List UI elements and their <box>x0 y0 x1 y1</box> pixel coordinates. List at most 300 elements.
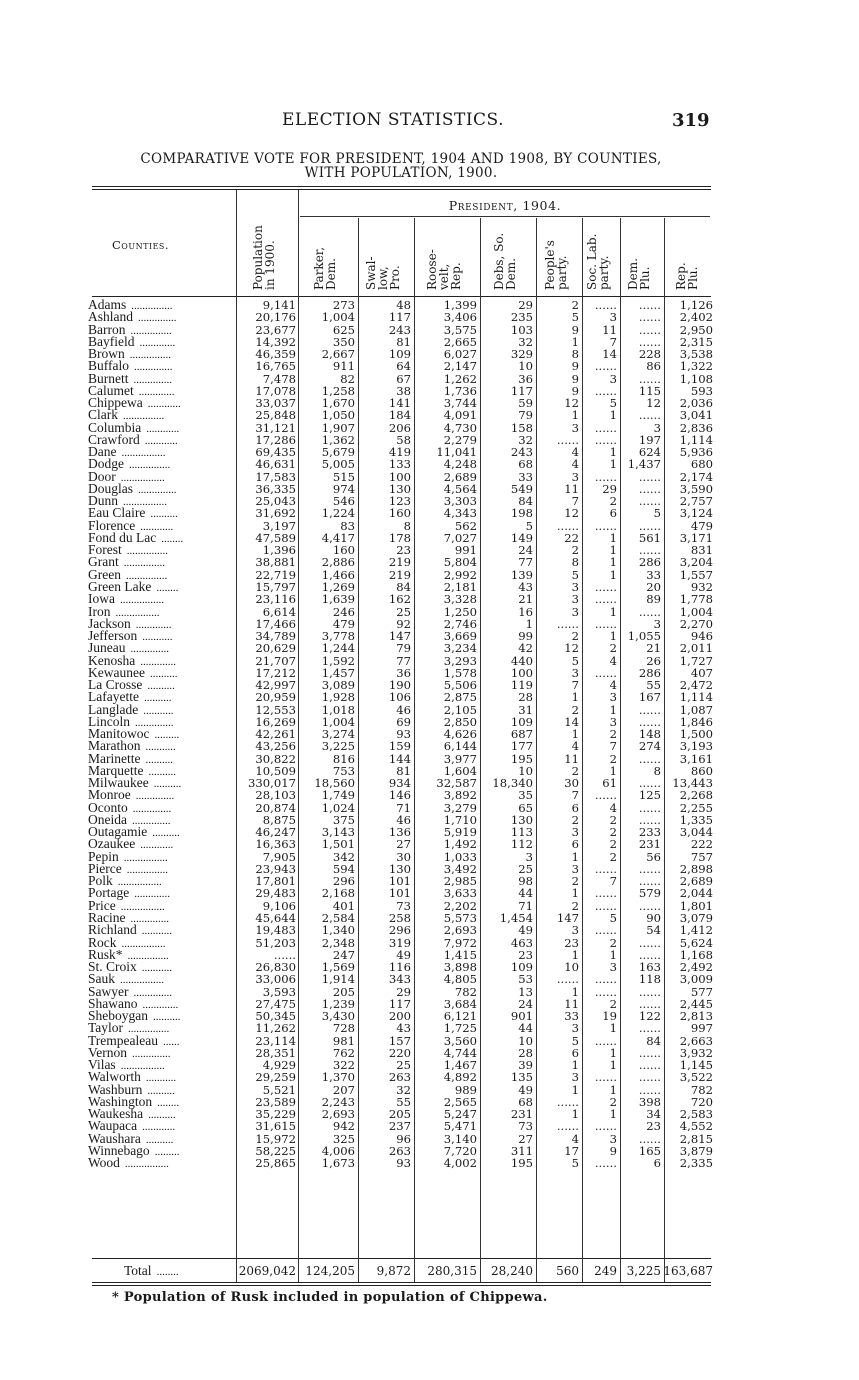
cell-rep-plu: 2,813 <box>679 1009 713 1024</box>
cell-debs-so-dem: 71 <box>518 898 533 913</box>
cell-parker-dem: 2,243 <box>321 1094 355 1109</box>
leader-dots: ........... <box>143 704 174 717</box>
table-row <box>86 593 716 605</box>
column-header-line: party. <box>554 255 569 290</box>
cell-debs-so-dem: 1 <box>525 616 533 631</box>
cell-peoples-party: 10 <box>564 960 579 975</box>
cell-parker-dem: 160 <box>332 543 355 558</box>
cell-population-1900: 20,176 <box>255 310 296 325</box>
cell-dem-plu: 231 <box>638 837 661 852</box>
leader-dots: .............. <box>132 802 172 815</box>
county-label: Total <box>124 1263 152 1278</box>
table-row <box>86 1044 716 1060</box>
cell-rep-plu: 3,522 <box>679 1070 713 1085</box>
cell-population-1900: 34,789 <box>255 629 296 644</box>
column-header-line: Dem. <box>503 258 518 290</box>
leader-dots: ........... <box>141 962 173 975</box>
cell-rep-plu: 2,492 <box>679 960 713 975</box>
cell-parker-dem: 515 <box>332 469 355 484</box>
cell-peoples-party: 23 <box>564 935 579 950</box>
cell-rep-plu: 2,898 <box>679 861 713 876</box>
cell-peoples-party: 14 <box>564 714 579 729</box>
cell-rep-plu: 2,836 <box>679 420 713 435</box>
cell-debs-so-dem: 109 <box>510 960 533 975</box>
running-title: ELECTION STATISTICS. <box>282 110 504 130</box>
cell-parker-dem: 1,749 <box>321 788 355 803</box>
cell-rep-plu: 3,044 <box>679 825 713 840</box>
cell-population-1900: 30,822 <box>255 751 296 766</box>
table-row <box>86 848 716 864</box>
cell-swallow-pro: 934 <box>388 776 411 791</box>
cell-peoples-party: 1 <box>571 727 579 742</box>
cell-soc-lab-party: 14 <box>602 347 617 362</box>
leader-dots: ................ <box>120 974 164 987</box>
cell-parker-dem: 3,225 <box>321 739 355 754</box>
cell-roosevelt-rep: 1,033 <box>443 849 477 864</box>
cell-parker-dem: 942 <box>332 1119 355 1134</box>
cell-parker-dem: 1,673 <box>321 1156 355 1171</box>
cell-dem-plu: ...... <box>638 469 661 484</box>
top-rule <box>92 186 711 187</box>
cell-swallow-pro: 96 <box>396 1131 411 1146</box>
cell-parker-dem: 82 <box>340 371 355 386</box>
cell-peoples-party: 6 <box>571 1045 579 1060</box>
cell-population-1900: 19,483 <box>255 923 296 938</box>
cell-population-1900: 10,509 <box>255 763 296 778</box>
cell-soc-lab-party: ...... <box>594 298 617 312</box>
cell-peoples-party: 9 <box>571 383 579 398</box>
cell-roosevelt-rep: 2,693 <box>443 923 477 938</box>
cell-dem-plu: 165 <box>638 1143 661 1158</box>
cell-population-1900: 4,929 <box>262 1058 296 1073</box>
cell-population-1900: 31,121 <box>255 420 296 435</box>
cell-swallow-pro: 220 <box>388 1045 411 1060</box>
cell-peoples-party: 2 <box>571 298 579 312</box>
cell-swallow-pro: 116 <box>388 960 411 975</box>
cell-soc-lab-party: 7 <box>609 874 617 889</box>
cell-dem-plu: 86 <box>646 359 661 374</box>
cell-roosevelt-rep: 5,804 <box>443 555 477 570</box>
cell-dem-plu: 115 <box>638 383 661 398</box>
cell-parker-dem: 1,340 <box>321 923 355 938</box>
table-row <box>86 701 716 717</box>
leader-dots: ............. <box>138 385 175 398</box>
cell-debs-so-dem: 5 <box>525 518 533 533</box>
cell-peoples-party: 1 <box>571 334 579 349</box>
cell-population-1900: 8,875 <box>262 812 296 827</box>
county-label: Washington <box>88 1093 153 1109</box>
cell-roosevelt-rep: 1,725 <box>443 1021 477 1036</box>
cell-parker-dem: 2,886 <box>321 555 355 570</box>
table-row <box>86 789 716 801</box>
cell-population-1900: 20,629 <box>255 641 296 656</box>
cell-rep-plu: 2,255 <box>679 800 713 815</box>
cell-dem-plu: 3 <box>653 616 661 631</box>
cell-debs-so-dem: 117 <box>510 383 533 398</box>
table-row <box>86 1108 716 1120</box>
cell-dem-plu: 624 <box>638 445 661 460</box>
leader-dots: ......... <box>154 1145 180 1158</box>
county-label: Marquette <box>88 762 144 778</box>
leader-dots: ................ <box>120 1060 165 1073</box>
leader-dots: .......... <box>153 778 182 791</box>
leader-dots: .......... <box>145 753 173 766</box>
cell-population-1900: 35,229 <box>255 1107 296 1122</box>
cell-swallow-pro: 178 <box>388 530 411 545</box>
cell-roosevelt-rep: 3,328 <box>443 592 477 607</box>
cell-rep-plu: 3,204 <box>679 555 713 570</box>
cell-roosevelt-rep: 4,343 <box>443 506 477 521</box>
cell-peoples-party: ...... <box>556 432 579 447</box>
cell-debs-so-dem: 1,454 <box>499 911 533 925</box>
cell-rep-plu: 1,322 <box>679 359 713 374</box>
cell-debs-so-dem: 243 <box>510 445 533 460</box>
county-label: Columbia <box>88 419 142 435</box>
county-label: Adams <box>88 297 127 312</box>
cell-swallow-pro: 190 <box>388 678 411 693</box>
table-row <box>86 495 716 507</box>
cell-parker-dem: 1,258 <box>321 383 355 398</box>
cell-rep-plu: 2,270 <box>679 616 713 631</box>
cell-rep-plu: 2,815 <box>679 1131 713 1146</box>
cell-population-1900: 31,692 <box>255 506 296 521</box>
cell-soc-lab-party: 3 <box>609 310 617 325</box>
cell-swallow-pro: 258 <box>388 911 411 925</box>
leader-dots: ............... <box>128 1023 170 1036</box>
table-row <box>86 1081 716 1097</box>
cell-debs-so-dem: 28 <box>518 690 533 705</box>
cell-roosevelt-rep: 5,573 <box>443 911 477 925</box>
cell-dem-plu: 1,055 <box>627 629 661 644</box>
cell-peoples-party: 3 <box>571 665 579 680</box>
cell-dem-plu: ...... <box>638 408 661 423</box>
county-label: Manitowoc <box>88 726 150 742</box>
cell-soc-lab-party: 3 <box>609 714 617 729</box>
cell-dem-plu: ...... <box>638 984 661 999</box>
cell-rep-plu: 2,663 <box>679 1033 713 1048</box>
county-name <box>88 1157 169 1170</box>
cell-debs-so-dem: 49 <box>518 1082 533 1097</box>
cell-swallow-pro: 130 <box>388 481 411 496</box>
cell-rep-plu: 3,932 <box>679 1045 713 1060</box>
cell-population-1900: 17,286 <box>255 432 296 447</box>
cell-debs-so-dem: 68 <box>518 457 533 472</box>
cell-swallow-pro: 27 <box>396 837 411 852</box>
leader-dots: ............. <box>142 998 179 1011</box>
cell-debs-so-dem: 149 <box>510 530 533 545</box>
cell-debs-so-dem: 79 <box>518 408 533 423</box>
cell-population-1900: 50,345 <box>255 1009 296 1024</box>
cell-swallow-pro: 32 <box>396 1082 411 1097</box>
cell-roosevelt-rep: 2,850 <box>443 714 477 729</box>
table-row <box>86 603 716 619</box>
column-header-line: Dem. <box>625 258 640 290</box>
column-header-line: velt, <box>436 263 451 290</box>
column-header-line: Plu. <box>685 266 700 290</box>
cell-peoples-party: 30 <box>564 776 579 791</box>
cell-debs-so-dem: 10 <box>518 359 533 374</box>
cell-dem-plu: 118 <box>638 972 661 987</box>
cell-peoples-party: 2 <box>571 898 579 913</box>
leader-dots: .............. <box>132 1047 171 1060</box>
leader-dots: .......... <box>143 692 172 705</box>
cell-swallow-pro: 319 <box>388 935 411 950</box>
table-row <box>86 740 716 752</box>
cell-roosevelt-rep: 3,633 <box>443 886 477 901</box>
total-rule <box>92 1258 711 1259</box>
cell-rep-plu: 407 <box>690 665 713 680</box>
table-row <box>86 578 716 594</box>
cell-rep-plu: 2,011 <box>679 641 713 656</box>
cell-swallow-pro: 38 <box>396 383 411 398</box>
cell-debs-so-dem: 440 <box>510 653 533 668</box>
cell-peoples-party: 2 <box>571 763 579 778</box>
cell-swallow-pro: 296 <box>388 923 411 938</box>
cell-peoples-party: 2 <box>571 629 579 644</box>
cell-parker-dem: 1,018 <box>321 702 355 717</box>
cell-parker-dem: 1,928 <box>321 690 355 705</box>
cell-swallow-pro: 36 <box>396 665 411 680</box>
cell-swallow-pro: 30 <box>396 849 411 864</box>
cell-dem-plu: 561 <box>638 530 661 545</box>
cell-debs-so-dem: 901 <box>510 1009 533 1024</box>
cell-parker-dem: 4,417 <box>321 530 355 545</box>
cell-soc-lab-party: 1 <box>609 1082 617 1097</box>
cell-dem-plu: 286 <box>638 555 661 570</box>
cell-rep-plu: 1,500 <box>679 727 713 742</box>
cell-parker-dem: 2,348 <box>321 935 355 950</box>
cell-roosevelt-rep: 2,181 <box>443 579 477 594</box>
county-label: Milwaukee <box>88 775 149 791</box>
cell-peoples-party: 12 <box>564 396 579 411</box>
cell-soc-lab-party: 2 <box>609 849 617 864</box>
cell-population-1900: 21,707 <box>255 653 296 668</box>
cell-swallow-pro: 64 <box>396 359 411 374</box>
cell-peoples-party: 4 <box>571 739 579 754</box>
cell-dem-plu: 233 <box>638 825 661 840</box>
cell-peoples-party: 6 <box>571 837 579 852</box>
table-row <box>86 946 716 962</box>
leader-dots: ............... <box>129 459 171 472</box>
cell-debs-so-dem: 32 <box>518 432 533 447</box>
cell-roosevelt-rep: 4,730 <box>443 420 477 435</box>
cell-debs-so-dem: 53 <box>518 972 533 987</box>
cell-population-1900: 17,583 <box>255 469 296 484</box>
cell-peoples-party: 4 <box>571 457 579 472</box>
cell-peoples-party: 9 <box>571 371 579 386</box>
cell-peoples-party: 5 <box>571 653 579 668</box>
county-label: Juneau <box>88 640 126 656</box>
leader-dots: .......... <box>148 1109 176 1122</box>
cell-rep-plu: 3,171 <box>679 530 713 545</box>
table-row <box>86 1071 716 1083</box>
table-row <box>86 615 716 631</box>
cell-dem-plu: ...... <box>638 1045 661 1060</box>
cell-soc-lab-party: 1 <box>609 555 617 570</box>
table-row <box>86 458 716 470</box>
cell-parker-dem: 1,639 <box>321 592 355 607</box>
cell-swallow-pro: 81 <box>396 763 411 778</box>
cell-parker-dem: 1,907 <box>321 420 355 435</box>
cell-roosevelt-rep: 2,992 <box>443 567 477 582</box>
table-row <box>86 1010 716 1022</box>
county-label: Kenosha <box>88 652 136 668</box>
cell-roosevelt-rep: 2,279 <box>443 432 477 447</box>
cell-rep-plu: 946 <box>690 629 713 644</box>
leader-dots: .......... <box>153 1011 181 1024</box>
cell-population-1900: 27,475 <box>255 996 296 1011</box>
cell-swallow-pro: 157 <box>388 1033 411 1048</box>
cell-swallow-pro: 343 <box>388 972 411 987</box>
cell-peoples-party: 3 <box>571 604 579 619</box>
county-label: Marathon <box>88 738 141 754</box>
cell-debs-so-dem: 329 <box>510 347 533 362</box>
cell-rep-plu: 2,335 <box>679 1156 713 1171</box>
cell-swallow-pro: 84 <box>396 579 411 594</box>
cell-swallow-pro: 67 <box>396 371 411 386</box>
cell-rep-plu: 3,590 <box>679 481 713 496</box>
cell-parker-dem: 1,224 <box>321 506 355 521</box>
table-row <box>86 397 716 409</box>
cell-swallow-pro: 160 <box>388 506 411 521</box>
leader-dots: ............... <box>123 557 165 570</box>
cell-soc-lab-party: ...... <box>594 972 617 987</box>
leader-dots: ............ <box>140 839 174 852</box>
cell-population-1900: 42,261 <box>255 727 296 742</box>
cell-roosevelt-rep: 6,027 <box>443 347 477 362</box>
cell-rep-plu: 757 <box>690 849 713 864</box>
cell-dem-plu: ...... <box>638 702 661 717</box>
cell-parker-dem: 625 <box>332 322 355 337</box>
county-label: Lafayette <box>88 689 139 705</box>
county-label: Washburn <box>88 1081 143 1097</box>
cell-soc-lab-party: 249 <box>594 1264 617 1278</box>
cell-population-1900: 42,997 <box>255 678 296 693</box>
cell-population-1900: 16,363 <box>255 837 296 852</box>
cell-population-1900: 46,631 <box>255 457 296 472</box>
county-label: Shawano <box>88 995 138 1011</box>
cell-roosevelt-rep: 991 <box>454 543 477 558</box>
cell-dem-plu: 55 <box>646 678 661 693</box>
leader-dots: ........... <box>142 631 173 644</box>
column-header-line: Pro. <box>387 265 402 290</box>
cell-parker-dem: 3,274 <box>321 727 355 742</box>
cell-population-1900: 11,262 <box>255 1021 296 1036</box>
cell-soc-lab-party: 1 <box>609 567 617 582</box>
cell-swallow-pro: 92 <box>396 616 411 631</box>
table-title-line-2: WITH POPULATION, 1900. <box>304 165 498 181</box>
cell-peoples-party: 8 <box>571 555 579 570</box>
cell-peoples-party: 12 <box>564 506 579 521</box>
leader-dots: ...... <box>162 1035 180 1048</box>
cell-rep-plu: 5,936 <box>679 445 713 460</box>
cell-population-1900: 23,116 <box>255 592 296 607</box>
leader-dots: ................ <box>123 496 167 509</box>
cell-soc-lab-party: 4 <box>609 800 617 815</box>
cell-rep-plu: 593 <box>690 383 713 398</box>
total-row <box>86 1265 716 1277</box>
cell-peoples-party: 1 <box>571 1058 579 1073</box>
table-row <box>86 983 716 999</box>
cell-swallow-pro: 48 <box>396 298 411 312</box>
table-row <box>86 973 716 985</box>
cell-roosevelt-rep: 5,919 <box>443 825 477 840</box>
cell-rep-plu: 2,950 <box>679 322 713 337</box>
column-header-line: party. <box>596 255 611 290</box>
county-label: Bayfield <box>88 333 135 349</box>
table-row <box>86 507 716 519</box>
cell-swallow-pro: 243 <box>388 322 411 337</box>
cell-swallow-pro: 205 <box>388 1107 411 1122</box>
county-label: Crawford <box>88 431 140 447</box>
cell-soc-lab-party: ...... <box>594 469 617 484</box>
cell-peoples-party: 3 <box>571 1070 579 1085</box>
cell-parker-dem: 2,667 <box>321 347 355 362</box>
cell-dem-plu: 20 <box>646 579 661 594</box>
cell-peoples-party: 3 <box>571 579 579 594</box>
cell-soc-lab-party: 1 <box>609 530 617 545</box>
cell-soc-lab-party: 1 <box>609 543 617 558</box>
cell-peoples-party: ...... <box>556 1094 579 1109</box>
cell-soc-lab-party: ...... <box>594 616 617 631</box>
president-1904-header: President, 1904. <box>448 198 562 213</box>
cell-roosevelt-rep: 3,977 <box>443 751 477 766</box>
cell-rep-plu: 1,087 <box>679 702 713 717</box>
cell-dem-plu: 84 <box>646 1033 661 1048</box>
county-label: Barron <box>88 321 126 337</box>
cell-rep-plu: 3,079 <box>679 911 713 925</box>
leader-dots: .......... <box>149 667 178 680</box>
county-label: Burnett <box>88 370 129 386</box>
county-label: Iowa <box>88 591 115 607</box>
cell-population-1900: 23,677 <box>255 322 296 337</box>
cell-population-1900: 15,972 <box>255 1131 296 1146</box>
table-row <box>86 311 716 323</box>
cell-population-1900: 330,017 <box>248 776 296 791</box>
cell-dem-plu: 122 <box>638 1009 661 1024</box>
cell-soc-lab-party: ...... <box>594 886 617 901</box>
county-label: Sawyer <box>88 983 129 999</box>
leader-dots: ............... <box>131 300 173 312</box>
cell-debs-so-dem: 36 <box>518 371 533 386</box>
county-label: Rusk* <box>88 946 123 962</box>
cell-debs-so-dem: 231 <box>510 1107 533 1122</box>
cell-peoples-party: 11 <box>564 996 579 1011</box>
cell-roosevelt-rep: 3,279 <box>443 800 477 815</box>
cell-peoples-party: 3 <box>571 861 579 876</box>
leader-dots: ................ <box>120 471 165 484</box>
cell-soc-lab-party: ...... <box>594 665 617 680</box>
cell-debs-so-dem: 25 <box>518 861 533 876</box>
county-label: Sheboygan <box>88 1008 148 1024</box>
cell-population-1900: 15,797 <box>255 579 296 594</box>
leader-dots: ............. <box>139 336 176 349</box>
county-label: Richland <box>88 922 137 938</box>
cell-parker-dem: 1,501 <box>321 837 355 852</box>
cell-parker-dem: 911 <box>332 359 355 374</box>
cell-soc-lab-party: ...... <box>594 898 617 913</box>
leader-dots: .............. <box>135 790 175 803</box>
leader-dots: ........ <box>156 1266 179 1278</box>
cell-rep-plu: 3,041 <box>679 408 713 423</box>
cell-rep-plu: 479 <box>690 518 713 533</box>
cell-rep-plu: 3,124 <box>679 506 713 521</box>
cell-debs-so-dem: 73 <box>518 1119 533 1134</box>
cell-swallow-pro: 69 <box>396 714 411 729</box>
cell-parker-dem: 2,693 <box>321 1107 355 1122</box>
cell-peoples-party: 5 <box>571 567 579 582</box>
cell-parker-dem: 1,370 <box>321 1070 355 1085</box>
